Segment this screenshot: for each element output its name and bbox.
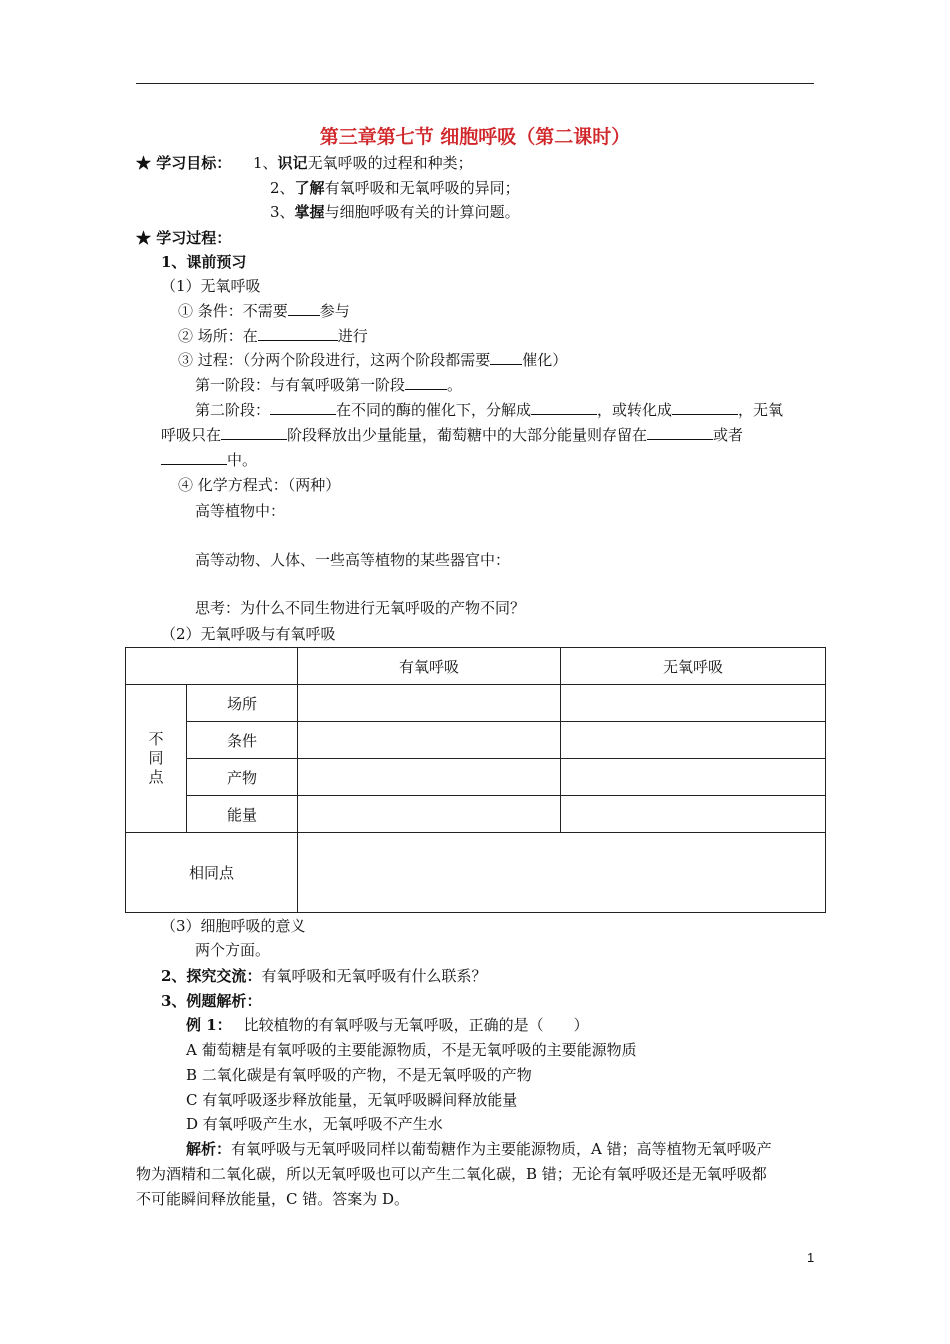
condition-text-end: 参与 [319,302,350,320]
goal-key: 识记 [277,154,308,172]
condition-line [178,301,350,321]
stage2-text: 中。 [227,451,258,469]
goal-num: 2、 [270,179,295,197]
plants-line: 高等植物中： [195,502,286,520]
fill-blank [672,400,738,415]
header-rule [136,83,814,84]
goal-item-1 [253,153,473,173]
cell-empty [561,722,826,759]
cell-empty [298,685,561,722]
comparison-table [125,647,826,913]
sub-heading-anaerobic: （1）无氧呼吸 [161,277,261,295]
header-anaerobic: 无氧呼吸 [561,648,826,685]
goal-text: 有氧呼吸和无氧呼吸的异同； [324,179,520,197]
analysis-text: 有氧呼吸与无氧呼吸同样以葡萄糖作为主要能源物质，A 错；高等植物无氧呼吸产 [231,1140,772,1158]
example-heading: 3、例题解析： [161,992,262,1010]
two-aspects: 两个方面。 [195,941,271,959]
fill-blank [161,450,227,465]
diff-label-cell [126,685,187,833]
analysis-line-3: 不可能瞬间释放能量，C 错。答案为 D。 [136,1190,410,1208]
stage1-line [195,375,462,395]
stage2-text: 第二阶段： [195,401,271,419]
goal-num: 1、 [253,154,278,172]
fill-blank [531,400,597,415]
site-line [178,326,368,346]
sub-heading-compare: （2）无氧呼吸与有氧呼吸 [161,625,336,643]
cell-empty [298,833,826,913]
stage2-line-2 [161,425,743,445]
goal-text: 无氧呼吸的过程和种类； [307,154,473,172]
page-title: 第三章第七节 细胞呼吸（第二课时） [319,126,631,148]
stage2-text: 或者 [713,426,744,444]
page-number: 1 [807,1250,815,1265]
fill-blank [288,301,320,316]
equation-heading: ④ 化学方程式：（两种） [178,476,341,494]
row-label-condition: 条件 [187,722,298,759]
analysis-line-1 [186,1139,772,1159]
table-row [126,796,826,833]
process-line [178,350,567,370]
explore-text: 有氧呼吸和无氧呼吸有什么联系？ [261,967,487,985]
analysis-key: 解析： [186,1140,232,1158]
table-header-row [126,648,826,685]
goals-label: ★ 学习目标： [136,154,232,172]
stage2-text: 阶段释放出少量能量，葡萄糖中的大部分能量则存留在 [287,426,648,444]
think-question: 思考：为什么不同生物进行无氧呼吸的产物不同？ [195,599,526,617]
option-d: D 有氧呼吸产生水，无氧呼吸不产生水 [186,1115,443,1133]
stage2-text: 在不同的酶的催化下，分解成 [336,401,532,419]
diff-label: 不同点 [148,730,164,786]
site-text: ② 场所：在 [178,327,258,345]
fill-blank [221,425,287,440]
cell-empty [561,796,826,833]
header-aerobic: 有氧呼吸 [298,648,561,685]
goal-item-3 [270,202,520,222]
question-key: 例 1： [186,1016,232,1034]
sub-heading-meaning: （3）细胞呼吸的意义 [161,917,306,935]
stage2-text: 呼吸只在 [161,426,222,444]
process-label: ★ 学习过程： [136,229,232,247]
example-question [186,1015,589,1035]
fill-blank [647,425,713,440]
process-text: ③ 过程：（分两个阶段进行，这两个阶段都需要 [178,351,491,369]
cell-empty [561,759,826,796]
stage2-line-3 [161,450,257,470]
preview-heading: 1、课前预习 [161,253,247,271]
table-row [126,833,826,913]
goal-item-2 [270,178,520,198]
goal-num: 3、 [270,203,295,221]
same-label: 相同点 [126,833,298,913]
analysis-line-2: 物为酒精和二氧化碳，所以无氧呼吸也可以产生二氧化碳，B 错；无论有氧呼吸还是无氧呼吸都 [136,1165,767,1183]
table-row [126,759,826,796]
table-row [126,722,826,759]
goal-key: 掌握 [294,203,325,221]
goal-text: 与细胞呼吸有关的计算问题。 [324,203,520,221]
row-label-energy: 能量 [187,796,298,833]
fill-blank [258,326,338,341]
stage1-text: 第一阶段：与有氧呼吸第一阶段 [195,376,406,394]
explore-line [161,966,486,986]
row-label-site: 场所 [187,685,298,722]
animals-line: 高等动物、人体、一些高等植物的某些器官中： [195,551,511,569]
row-label-product: 产物 [187,759,298,796]
goal-key: 了解 [294,179,325,197]
option-c: C 有氧呼吸逐步释放能量，无氧呼吸瞬间释放能量 [186,1091,518,1109]
stage2-line-1 [195,400,783,420]
cell-empty [298,759,561,796]
fill-blank [490,350,522,365]
table-row [126,685,826,722]
stage2-text: ，无氧 [738,401,784,419]
stage2-text: ，或转化成 [597,401,673,419]
fill-blank [405,375,447,390]
table-corner-cell [126,648,298,685]
condition-text: ① 条件：不需要 [178,302,288,320]
explore-key: 2、探究交流： [161,967,262,985]
site-text-end: 进行 [337,327,368,345]
cell-empty [298,722,561,759]
stage1-text-end: 。 [447,376,463,394]
cell-empty [561,685,826,722]
option-a: A 葡萄糖是有氧呼吸的主要能源物质，不是无氧呼吸的主要能源物质 [186,1041,637,1059]
fill-blank [270,400,336,415]
question-text: 比较植物的有氧呼吸与无氧呼吸，正确的是（ ） [243,1016,589,1034]
cell-empty [298,796,561,833]
option-b: B 二氧化碳是有氧呼吸的产物，不是无氧呼吸的产物 [186,1066,532,1084]
process-text-end: 催化） [522,351,568,369]
